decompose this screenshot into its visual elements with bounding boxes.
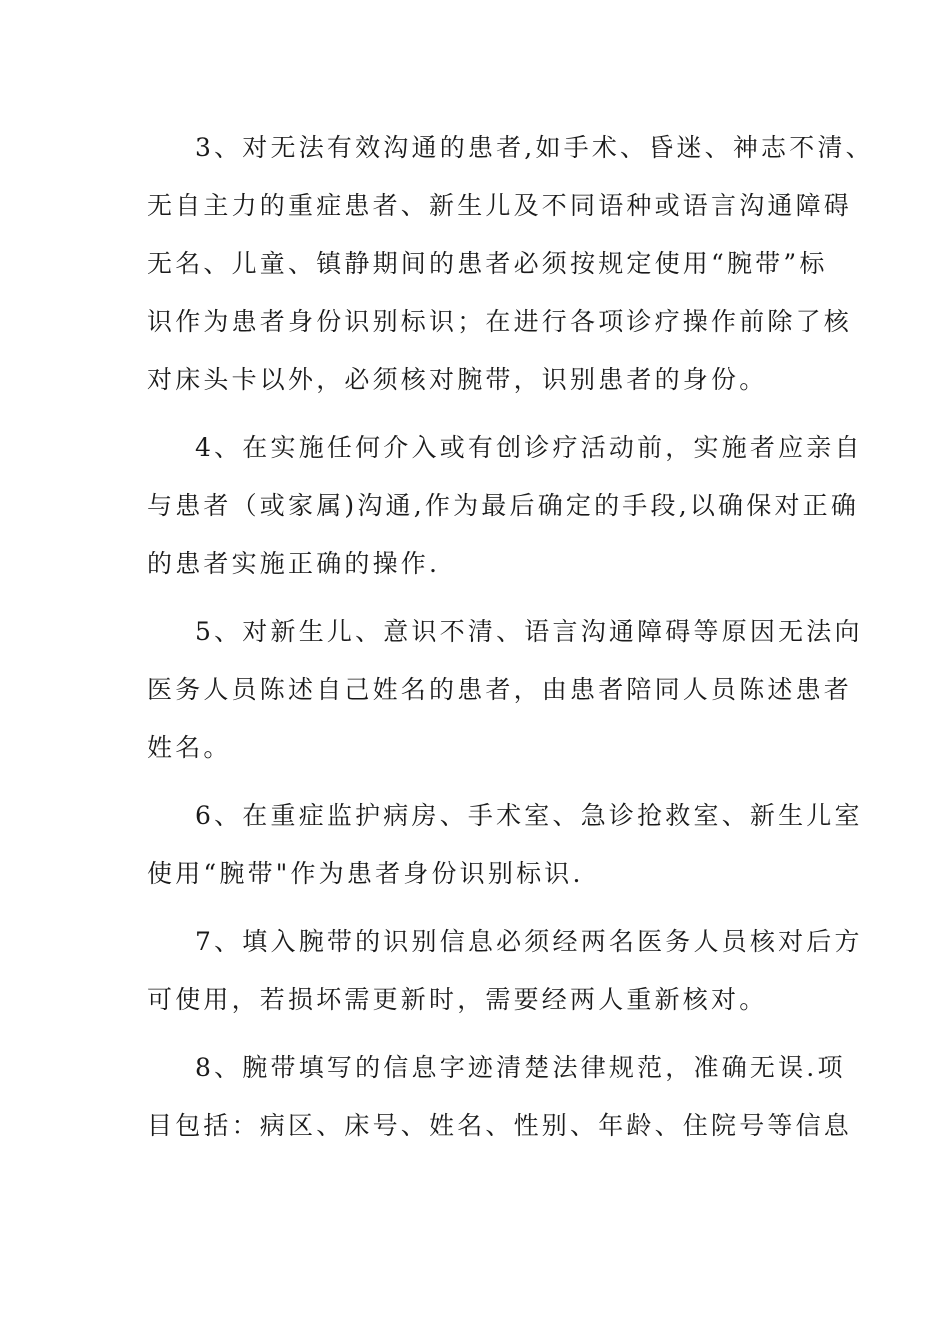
paragraph-3-line-5: 对床头卡以外，必须核对腕带，识别患者的身份。 xyxy=(147,365,768,394)
paragraph-8-line-2: 目包括：病区、床号、姓名、性别、年龄、住院号等信息 xyxy=(147,1111,853,1140)
paragraph-5-line-1: 5、对新生儿、意识不清、语言沟通障碍等原因无法向 xyxy=(195,617,863,646)
paragraph-5-line-2: 医务人员陈述自己姓名的患者，由患者陪同人员陈述患者 xyxy=(147,675,853,704)
paragraph-5-line-3: 姓名。 xyxy=(147,733,232,762)
paragraph-4-line-3: 的患者实施正确的操作. xyxy=(147,549,441,578)
paragraph-6-line-2: 使用“腕带"作为患者身份识别标识. xyxy=(147,859,584,888)
paragraph-8-line-1: 8、腕带填写的信息字迹清楚法律规范，准确无误.项 xyxy=(195,1053,846,1082)
paragraph-7-line-2: 可使用，若损坏需更新时，需要经两人重新核对。 xyxy=(147,985,768,1014)
paragraph-4-line-2: 与患者（或家属)沟通,作为最后确定的手段,以确保对正确 xyxy=(147,491,860,520)
paragraph-3-line-2: 无自主力的重症患者、新生儿及不同语种或语言沟通障碍 xyxy=(147,191,853,220)
paragraph-7-line-1: 7、填入腕带的识别信息必须经两名医务人员核对后方 xyxy=(195,927,863,956)
paragraph-3-line-1: 3、对无法有效沟通的患者,如手术、昏迷、神志不清、 xyxy=(195,133,874,162)
paragraph-3-line-3: 无名、儿童、镇静期间的患者必须按规定使用“腕带”标 xyxy=(147,249,828,278)
paragraph-4-line-1: 4、在实施任何介入或有创诊疗活动前，实施者应亲自 xyxy=(195,433,863,462)
paragraph-6-line-1: 6、在重症监护病房、手术室、急诊抢救室、新生儿室 xyxy=(195,801,863,830)
paragraph-3-line-4: 识作为患者身份识别标识；在进行各项诊疗操作前除了核 xyxy=(147,307,853,336)
